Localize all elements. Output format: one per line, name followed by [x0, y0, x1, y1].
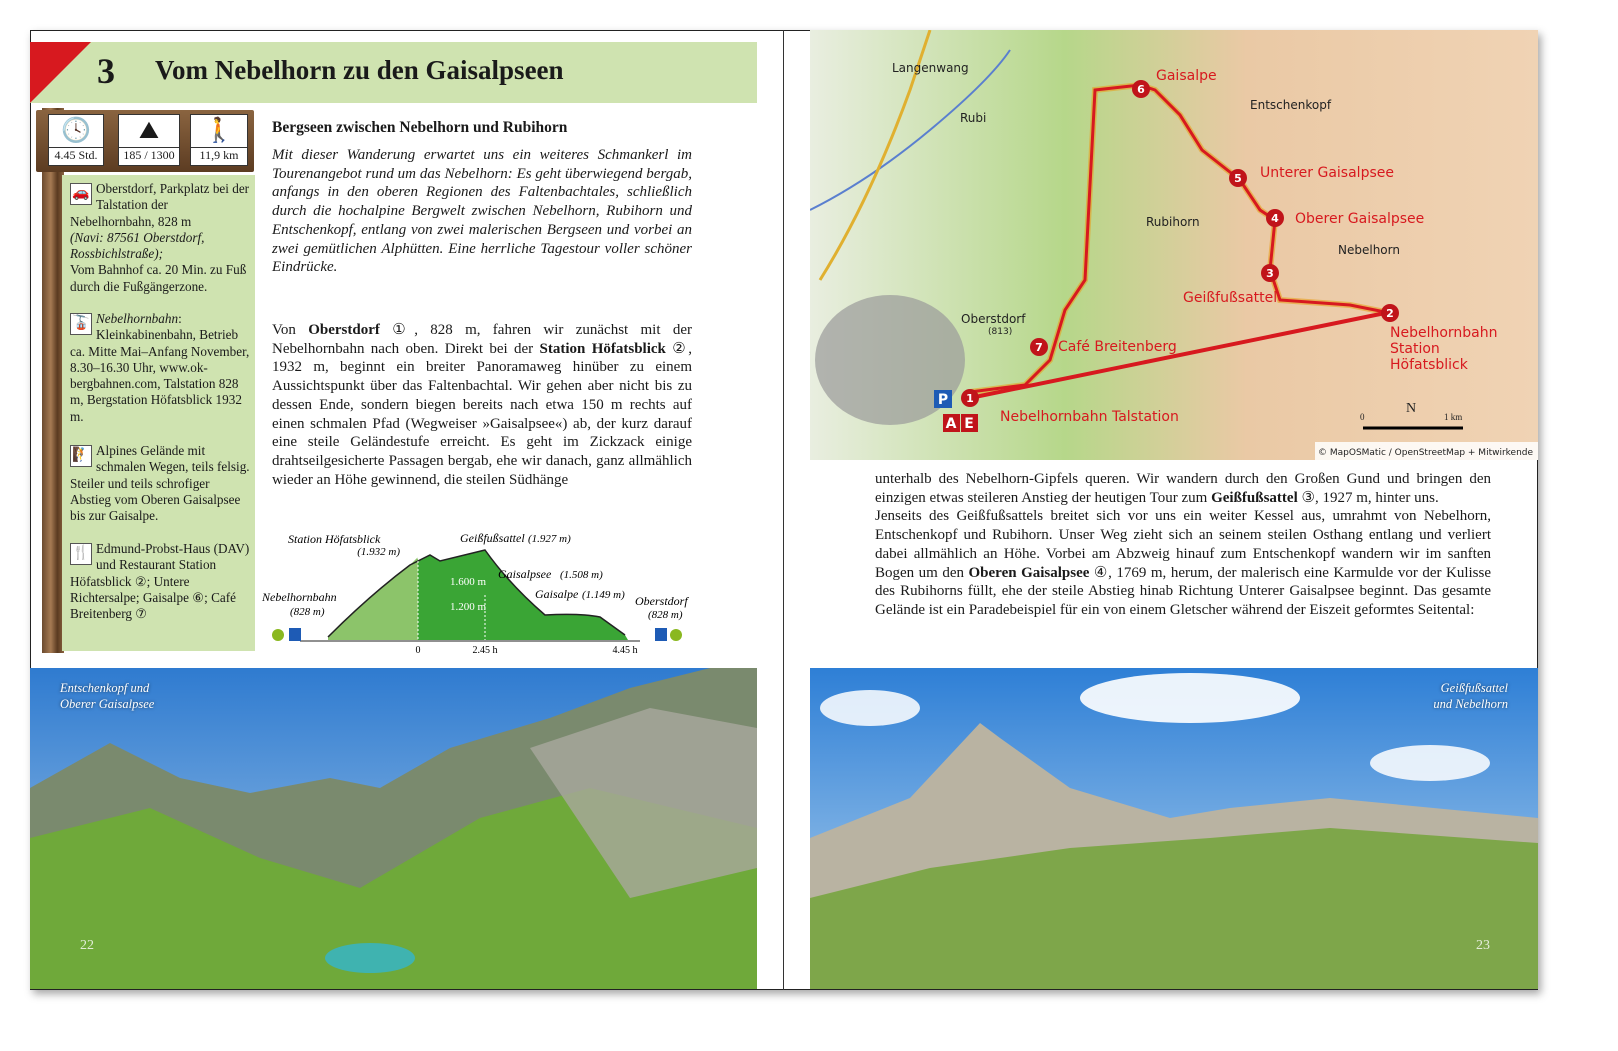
body-text-left: Von Oberstdorf ①, 828 m, fahren wir zunächst mit der Nebelhornbahn nach oben. Direkt bei der Station Höfatsblick ②, 1932 m, beginnt ein breiter Panoramaweg hinüber zu einem Aussichtspunkt über das Faltenbachtal. Wir gehen aber nicht bis zu dessen Ende, sondern biegen bereits nach etwa 150 m rechts auf einen schmalen Pfad (Wegweiser »Gaisalpsee«) ab, der kurz darauf eine steile Geländestufe erreicht. Es geht im Zickzack einige drahtseilgesicherte Passagen bergab, ehe wir danach, ganz allmählich wieder an Höhe gewinnend, die steilen Südhänge — [272, 322, 692, 488]
intro-text: Mit dieser Wanderung erwartet uns ein weiteres Schmankerl im Tourenangebot rund um das Nebelhorn: Es geht überwiegend bergab, anfangs in den oberen Regionen des Faltenbachtales, schließlich durch die hochalpine Bergwelt zwischen Nebelhorn, Rubihorn und Entschenkopf, entlang von zwei malerischen Bergseen und vorbei an zwei gemütlichen Alphütten. Eine herrliche Tagestour voller schöner Eindrücke. — [272, 147, 692, 276]
wooden-post — [42, 108, 64, 653]
food-info: 🍴 Edmund-Probst-Haus (DAV) und Restaurant Station Höfatsblick ②; Untere Richtersalpe; Gaisalpe ⑥; Café Breitenberg ⑦ — [70, 541, 250, 622]
label-station-alt: (1.932 m) — [357, 546, 400, 558]
waypoint-4: 4 — [1271, 212, 1279, 225]
label-lake-alt: (1.508 m) — [560, 569, 603, 581]
elevation-profile — [260, 525, 710, 655]
climber-icon: 🧗 — [70, 445, 92, 467]
tour-number: 3 — [97, 51, 115, 91]
label-saddle-alt: (1.927 m) — [528, 533, 571, 545]
parking-icon — [655, 628, 667, 641]
parking-marker: P — [937, 392, 949, 408]
waypoint-3: 3 — [1266, 267, 1274, 280]
parking-info: 🚗 Oberstdorf, Parkplatz bei der Talstation der Nebelhornbahn, 828 m (Navi: 87561 Oberstdorf, Rossbichlstraße); Vom Bahnhof ca. 20 Min. zu Fuß durch die Fußgängerzone. — [70, 181, 250, 294]
photo-geissfusssattel — [810, 668, 1538, 989]
scale-1km: 1 km — [1444, 412, 1463, 422]
page-number-left: 22 — [80, 938, 94, 953]
photo-entschenkopf — [30, 668, 757, 989]
label-rubihorn: Rubihorn — [1146, 215, 1200, 229]
label-rubi: Rubi — [960, 111, 987, 125]
hikers-icon: 🚶 — [204, 118, 234, 144]
parking-icon — [289, 628, 301, 641]
time-2: 4.45 h — [612, 645, 638, 655]
label-alpe-alt: (1.149 m) — [582, 589, 625, 601]
elevation-stat: ⛰ 185 / 1300 — [118, 114, 180, 166]
label-station: Station Höfatsblick — [288, 532, 381, 546]
label-oberer-gaisalpsee: Oberer Gaisalpsee — [1295, 211, 1425, 227]
label-nebelhorn: Nebelhorn — [1338, 243, 1400, 257]
label-end-alt: (828 m) — [648, 609, 683, 621]
label-end: Oberstdorf — [635, 594, 688, 608]
label-lake: Gaisalpsee — [498, 567, 552, 581]
label-start: Nebelhornbahn — [262, 590, 337, 604]
cablecar-info: 🚡 Nebelhornbahn: Kleinkabinenbahn, Betrieb ca. Mitte Mai–Anfang November, 8.30–16.30 Uhr, www.ok-bergbahnen.com, Talstation 828 m, Bergstation Höfatsblick 1932 m. — [70, 311, 250, 424]
terrain-info: 🧗 Alpines Gelände mit schmalen Wegen, teils felsig. Steiler und teils schrofiger Abstieg vom Oberen Gaisalpsee bis zur Gaisalpe. — [70, 443, 250, 524]
gutter-divider — [783, 30, 784, 990]
clock-icon: 🕓 — [61, 118, 91, 144]
label-cafe-breitenberg: Café Breitenberg — [1058, 339, 1177, 355]
map-credit: © MapOSMatic / OpenStreetMap + Mitwirkende — [1318, 448, 1534, 458]
time-1: 2.45 h — [472, 645, 498, 655]
label-talstation: Nebelhornbahn Talstation — [1000, 409, 1179, 425]
label-alpe: Gaisalpe — [535, 587, 579, 601]
y-label-1200: 1.200 m — [449, 601, 487, 613]
label-saddle: Geißfußsattel — [460, 531, 525, 545]
route-map[interactable] — [810, 30, 1538, 460]
waypoint-7: 7 — [1035, 341, 1043, 354]
car-icon: 🚗 — [70, 183, 92, 205]
page-number-right: 23 — [1476, 938, 1490, 953]
waypoint-5: 5 — [1234, 172, 1242, 185]
label-unterer-gaisalpsee: Unterer Gaisalpsee — [1260, 165, 1394, 181]
bus-icon — [272, 629, 284, 641]
label-langenwang: Langenwang — [892, 61, 969, 75]
scale-0: 0 — [1360, 412, 1365, 422]
elevation-icon: ⛰ — [138, 118, 160, 144]
section-subtitle: Bergseen zwischen Nebelhorn und Rubihorn — [272, 119, 568, 136]
north-arrow-icon: N — [1406, 401, 1417, 416]
waypoint-1: 1 — [966, 392, 974, 405]
start-marker: A — [945, 416, 957, 432]
label-station-3: Höfatsblick — [1390, 357, 1468, 373]
label-gaisalpe: Gaisalpe — [1156, 68, 1217, 84]
cable-car-icon: 🚡 — [70, 313, 92, 335]
waypoint-6: 6 — [1137, 83, 1145, 96]
label-entschenkopf: Entschenkopf — [1250, 98, 1332, 112]
label-station-2: Station — [1390, 341, 1440, 357]
label-geissfusssattel: Geißfußsattel — [1183, 290, 1278, 306]
distance-stat: 🚶 11,9 km — [190, 114, 248, 166]
duration-stat: 🕓 4.45 Std. — [48, 114, 104, 166]
cutlery-icon: 🍴 — [70, 543, 92, 565]
end-marker: E — [964, 416, 974, 432]
label-oberstdorf-alt: (813) — [988, 327, 1013, 337]
bus-icon — [670, 629, 682, 641]
label-oberstdorf: Oberstdorf — [961, 312, 1026, 326]
body-text-right: unterhalb des Nebelhorn-Gipfels queren. Wir wandern durch den Großen Gund und bringen den einzigen etwas steileren Anstieg der heutigen Tour zum Geißfußsattel ③, 1927 m, hinter uns. Jenseits des Geißfußsattels breitet sich vor uns ein weiter Kessel aus, umrahmt von Nebelhorn, Entschenkopf und Rubihorn. Unser Weg zieht sich an seinem steilen Osthang entlang und verliert dabei allmählich an Höhe. Vorbei am Abzweig hinauf zum Entschenkopf wandern wir im sanften Bogen um den Oberen Gaisalpsee ④, 1769 m, herum, der malerisch eine Karmulde vor der Kulisse des Rubihorns füllt, ehe der steile Abstieg hinab Richtung Unterer Gaisalpsee beginnt. Das gesamte Gelände ist ein Paradebeispiel für ein von einem Gletscher während der Eiszeit geformtes Seitental: — [875, 471, 1491, 618]
time-0: 0 — [415, 645, 421, 655]
photo-caption-left: Entschenkopf und Oberer Gaisalpsee — [60, 681, 155, 711]
photo-caption-right: Geißfußsattel und Nebelhorn — [1433, 681, 1508, 711]
red-corner-marker — [30, 42, 91, 103]
y-label-1600: 1.600 m — [449, 576, 487, 588]
page-title: Vom Nebelhorn zu den Gaisalpseen — [155, 55, 564, 85]
waypoint-2: 2 — [1386, 307, 1394, 320]
label-start-alt: (828 m) — [290, 606, 325, 618]
label-station-1: Nebelhornbahn — [1390, 325, 1498, 341]
